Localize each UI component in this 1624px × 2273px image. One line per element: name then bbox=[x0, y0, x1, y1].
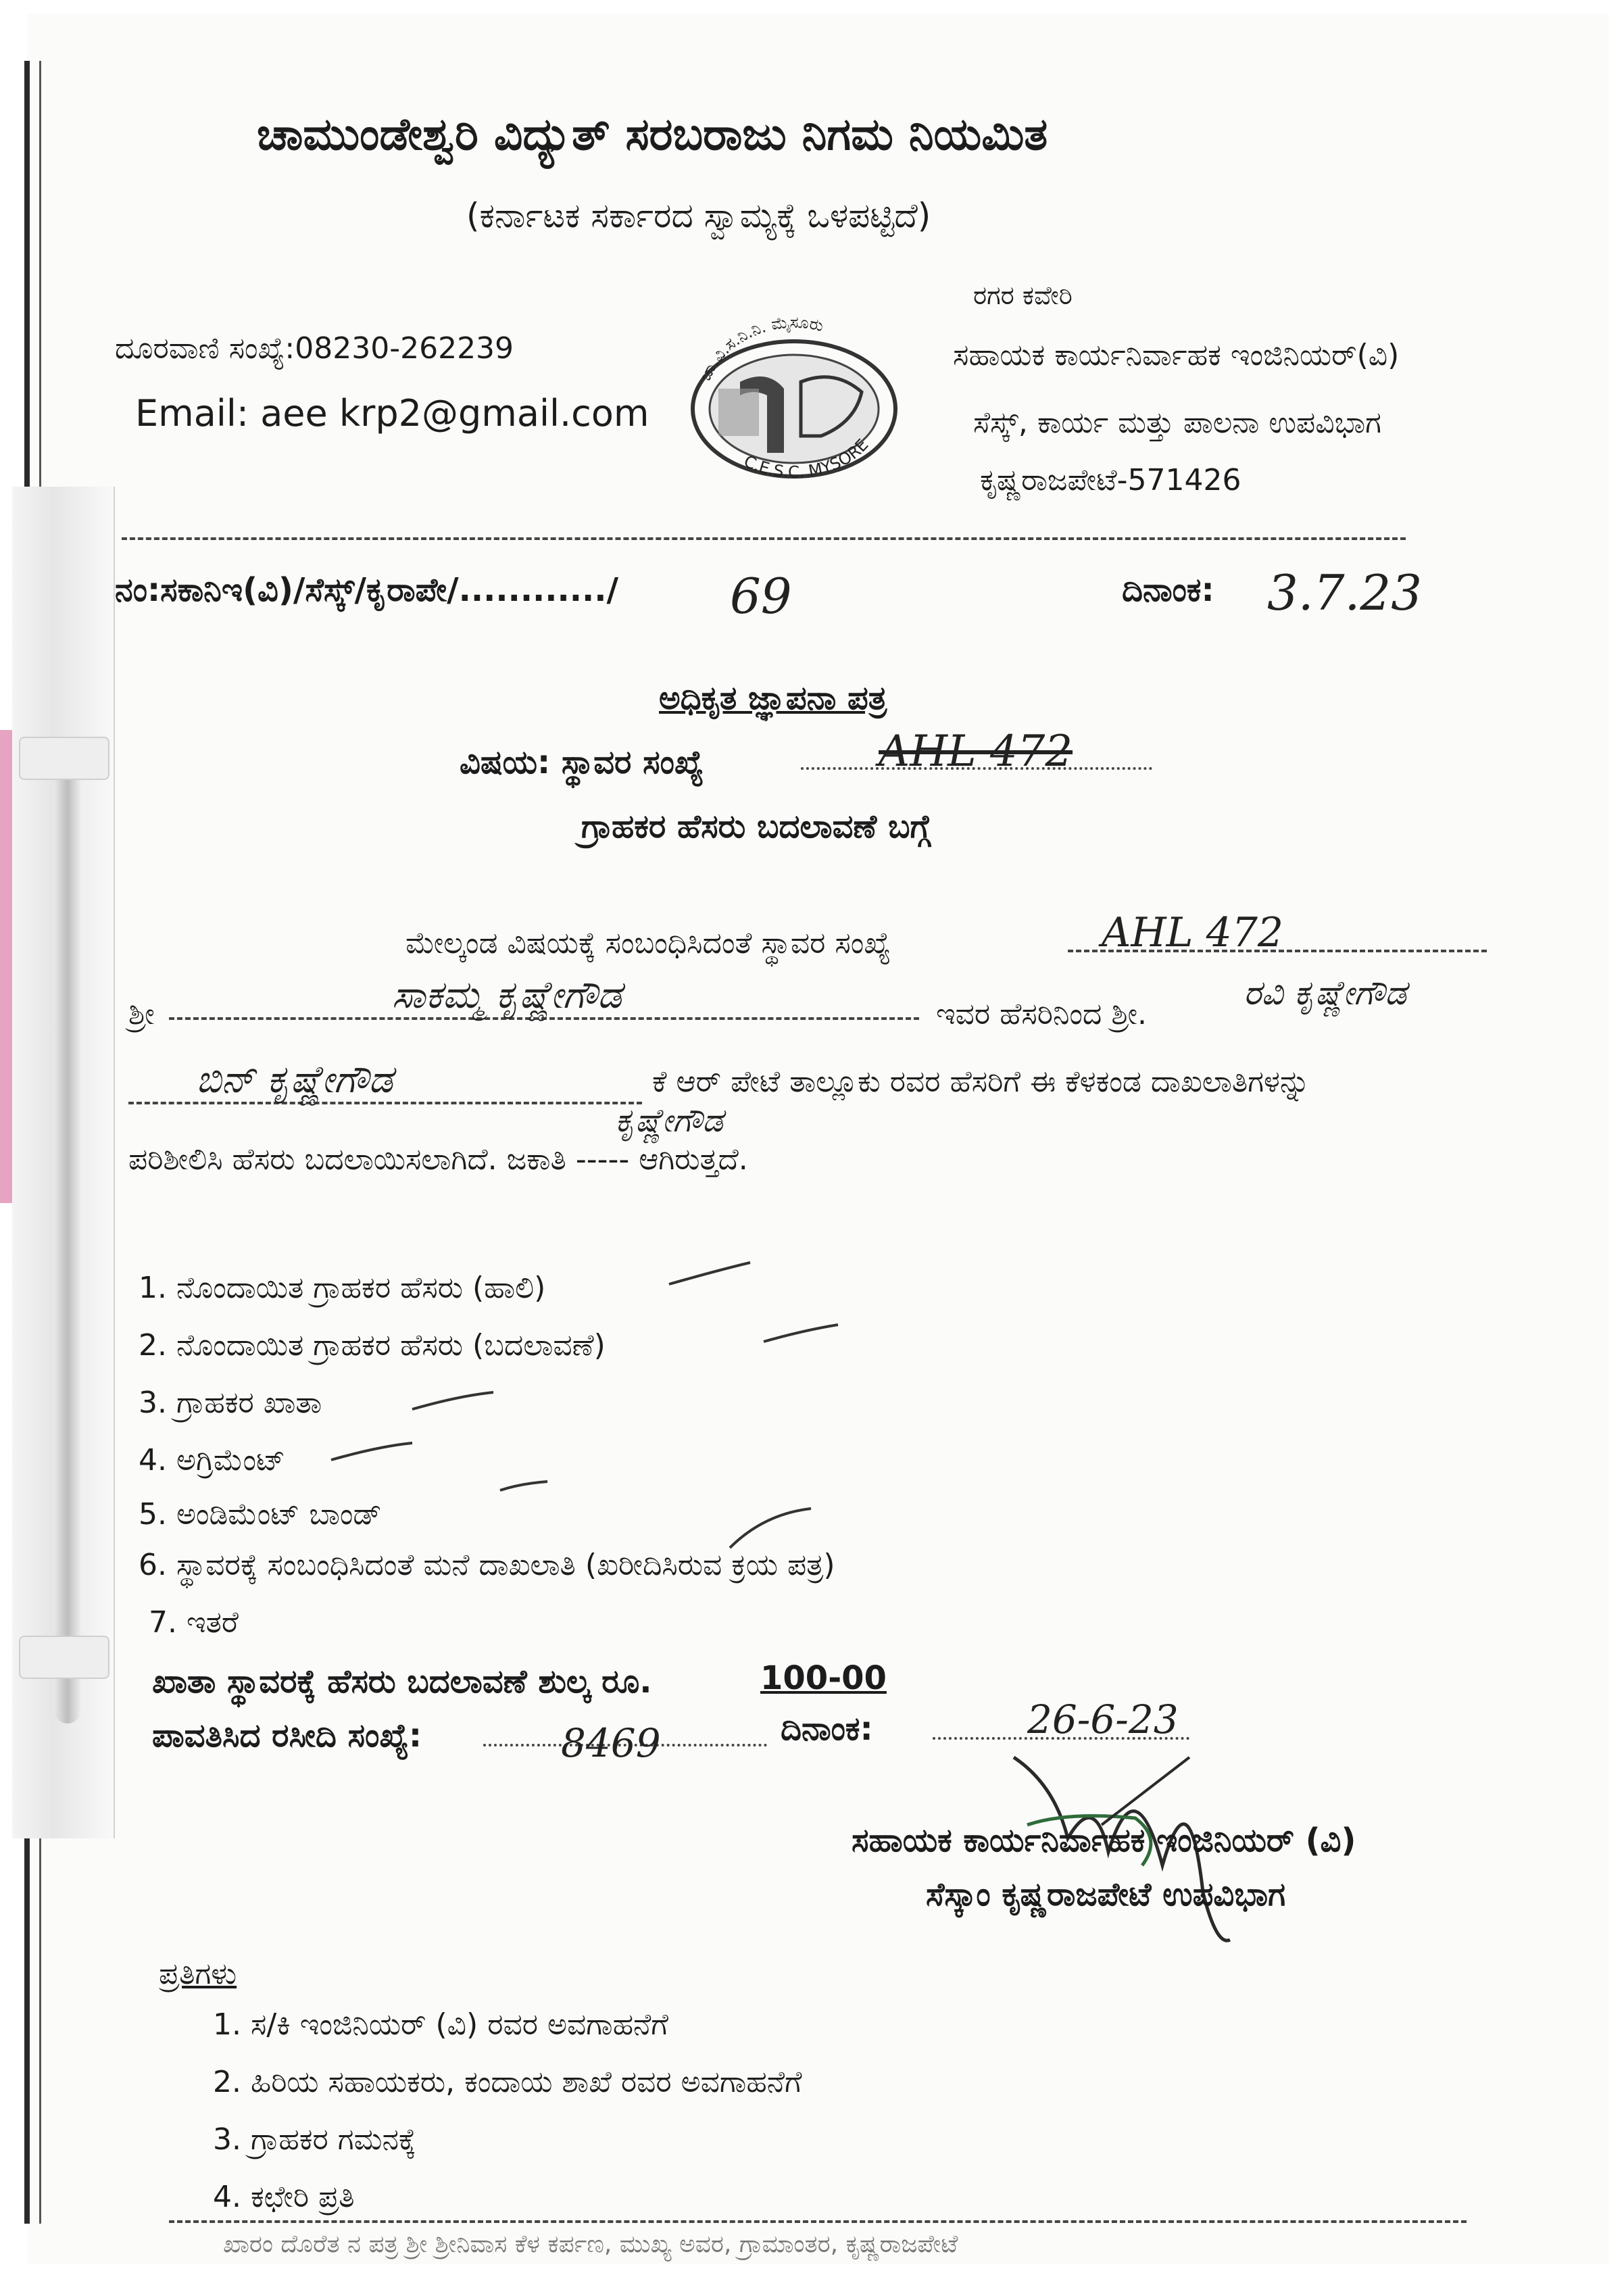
copies-heading: ಪ್ರತಿಗಳು bbox=[159, 1957, 237, 1991]
receipt-date: 26-6-23 bbox=[1027, 1696, 1179, 1742]
fee-label: ಖಾತಾ ಸ್ಥಾವರಕ್ಕೆ ಹೆಸರು ಬದಲಾವಣೆ ಶುಲ್ಕ ರೂ. bbox=[152, 1663, 652, 1701]
document-item: 7. ಇತರೆ bbox=[149, 1605, 239, 1640]
signatory-office: ಸೆಸ್ಕಾಂ ಕೃಷ್ಣರಾಜಪೇಟೆ ಉಪವಿಭಾಗ bbox=[926, 1876, 1286, 1913]
memo-title: ಅಧಿಕೃತ ಜ್ಞಾಪನಾ ಪತ್ರ bbox=[659, 679, 887, 717]
receipt-date-label: ದಿನಾಂಕ: bbox=[781, 1710, 873, 1748]
fee-amount: 100-00 bbox=[760, 1659, 887, 1697]
subject-label: ವಿಷಯ: ಸ್ಥಾವರ ಸಂಖ್ಯೆ bbox=[460, 743, 704, 781]
document-item: 6. ಸ್ಥಾವರಕ್ಕೆ ಸಂಬಂಧಿಸಿದಂತೆ ಮನೆ ದಾಖಲಾತಿ (ಖರೀದಿಸಿರುವ ಕ್ರಯ ಪತ್ರ) bbox=[139, 1548, 835, 1582]
signatory-designation: ಸಹಾಯಕ ಕಾರ್ಯನಿರ್ವಾಹಕ ಇಂಜಿನಿಯರ್ (ವಿ) bbox=[852, 1822, 1356, 1859]
ref-number: 69 bbox=[730, 568, 792, 625]
email-label: Email: bbox=[135, 392, 249, 435]
office-line2: ಸೆಸ್ಕ್, ಕಾರ್ಯ ಮತ್ತು ಪಾಲನಾ ಉಪವಿಭಾಗ bbox=[973, 406, 1381, 440]
phone-number: 08230-262239 bbox=[295, 331, 514, 366]
receipt-number: 8469 bbox=[561, 1720, 661, 1766]
body-line4-text: ಪರಿಶೀಲಿಸಿ ಹೆಸರು ಬದಲಾಯಿಸಲಾಗಿದೆ. ಜಕಾತಿ ----- ಆಗಿರುತ್ತದೆ. bbox=[128, 1142, 748, 1177]
email-address: aee krp2@gmail.com bbox=[260, 392, 649, 435]
document-item: 3. ಗ್ರಾಹಕರ ಖಾತಾ bbox=[139, 1386, 322, 1420]
copy-item: 3. ಗ್ರಾಹಕರ ಗಮನಕ್ಕೆ bbox=[213, 2122, 416, 2157]
office-line3: ಕೃಷ್ಣರಾಜಪೇಟೆ-571426 bbox=[980, 463, 1241, 497]
office-line0: ರಗರ ಕವೇರಿ bbox=[973, 280, 1073, 310]
receipt-label: ಪಾವತಿಸಿದ ರಸೀದಿ ಸಂಖ್ಯೆ: bbox=[152, 1717, 422, 1755]
logo-bottom-text: C.E.S.C. MYSORE bbox=[741, 435, 872, 482]
subject-installation: AHL 472 bbox=[879, 727, 1073, 777]
body-line1-hand: AHL 472 bbox=[1102, 909, 1284, 956]
body-line1-text: ಮೇಲ್ಕಂಡ ವಿಷಯಕ್ಕೆ ಸಂಬಂಧಿಸಿದಂತೆ ಸ್ಥಾವರ ಸಂಖ್ಯೆ bbox=[405, 926, 891, 960]
ref-date: 3.7.23 bbox=[1267, 564, 1423, 621]
document-item: 4. ಅಗ್ರಿಮೆಂಟ್ bbox=[139, 1443, 286, 1477]
subject-line2: ಗ್ರಾಹಕರ ಹೆಸರು ಬದಲಾವಣೆ ಬಗ್ಗೆ bbox=[581, 808, 931, 846]
footer-divider bbox=[169, 2220, 1467, 2223]
body-line3-text: ಕೆ ಆರ್ ಪೇಟೆ ತಾಲ್ಲೂಕು ರವರ ಹೆಸರಿಗೆ ಈ ಕೆಳಕಂಡ ದಾಖಲಾತಿಗಳನ್ನು bbox=[652, 1065, 1310, 1099]
date-label: ದಿನಾಂಕ: bbox=[1122, 571, 1214, 609]
body-line3-hand-below: ಕೃಷ್ಣೇಗೌಡ bbox=[615, 1102, 723, 1140]
document-item: 5. ಅಂಡಿಮೆಂಟ್ ಬಾಂಡ್ bbox=[139, 1497, 382, 1532]
ref-prefix: ನಂ:ಸಕಾನಿಇ(ವಿ)/ಸೆಸ್ಕ್/ಕೃರಾಪೇ/............/ bbox=[115, 571, 618, 609]
copy-item: 4. ಕಛೇರಿ ಪ್ರತಿ bbox=[213, 2180, 355, 2214]
footer-note: ಖಾರಂ ದೊರೆತ ನ ಪತ್ರ ಶ್ರೀ ಶ್ರೀನಿವಾಸ ಕೆಳ ಕರ್ಪಣ, ಮುಖ್ಯ ಅವರ, ಗ್ರಾಮಾಂತರ, ಕೃಷ್ಣರಾಜಪೇಟೆ bbox=[223, 2230, 958, 2258]
document-item: 1. ನೊಂದಾಯಿತ ಗ್ರಾಹಕರ ಹೆಸರು (ಹಾಲಿ) bbox=[139, 1271, 546, 1305]
body-line2-mid: ಇವರ ಹೆಸರಿನಿಂದ ಶ್ರೀ. bbox=[936, 997, 1148, 1031]
body-line2-prefix: ಶ್ರೀ bbox=[128, 997, 155, 1031]
body-line2-hand2: ರವಿ ಕೃಷ್ಣೇಗೌಡ bbox=[1244, 973, 1407, 1012]
org-name: ಚಾಮುಂಡೇಶ್ವರಿ ವಿದ್ಯುತ್ ಸರಬರಾಜು ನಿಗಮ ನಿಯಮಿತ bbox=[257, 108, 1048, 160]
body-line2-hand: ಸಾಕಮ್ಮ ಕೃಷ್ಣೇಗೌಡ bbox=[392, 973, 622, 1017]
govt-note: (ಕರ್ನಾಟಕ ಸರ್ಕಾರದ ಸ್ವಾಮ್ಯಕ್ಕೆ ಒಳಪಟ್ಟಿದೆ) bbox=[466, 196, 931, 235]
logo-top-text: ಚಾ.ವಿ.ಸ.ನಿ.ನಿ. ಮೈಸೂರು bbox=[695, 312, 825, 384]
phone-label: ದೂರವಾಣಿ ಸಂಖ್ಯೆ: bbox=[115, 331, 295, 366]
copy-item: 1. ಸ/ಕಿ ಇಂಜಿನಿಯರ್ (ವಿ) ರವರ ಅವಗಾಹನೆಗೆ bbox=[213, 2007, 668, 2042]
copy-item: 2. ಹಿರಿಯ ಸಹಾಯಕರು, ಕಂದಾಯ ಶಾಖೆ ರವರ ಅವಗಾಹನೆಗೆ bbox=[213, 2065, 802, 2099]
document-item: 2. ನೊಂದಾಯಿತ ಗ್ರಾಹಕರ ಹೆಸರು (ಬದಲಾವಣೆ) bbox=[139, 1328, 606, 1363]
body-line3-hand: ಬಿನ್ ಕೃಷ್ಣೇಗೌಡ bbox=[196, 1058, 393, 1102]
office-line1: ಸಹಾಯಕ ಕಾರ್ಯನಿರ್ವಾಹಕ ಇಂಜಿನಿಯರ್(ವಿ) bbox=[953, 338, 1400, 372]
